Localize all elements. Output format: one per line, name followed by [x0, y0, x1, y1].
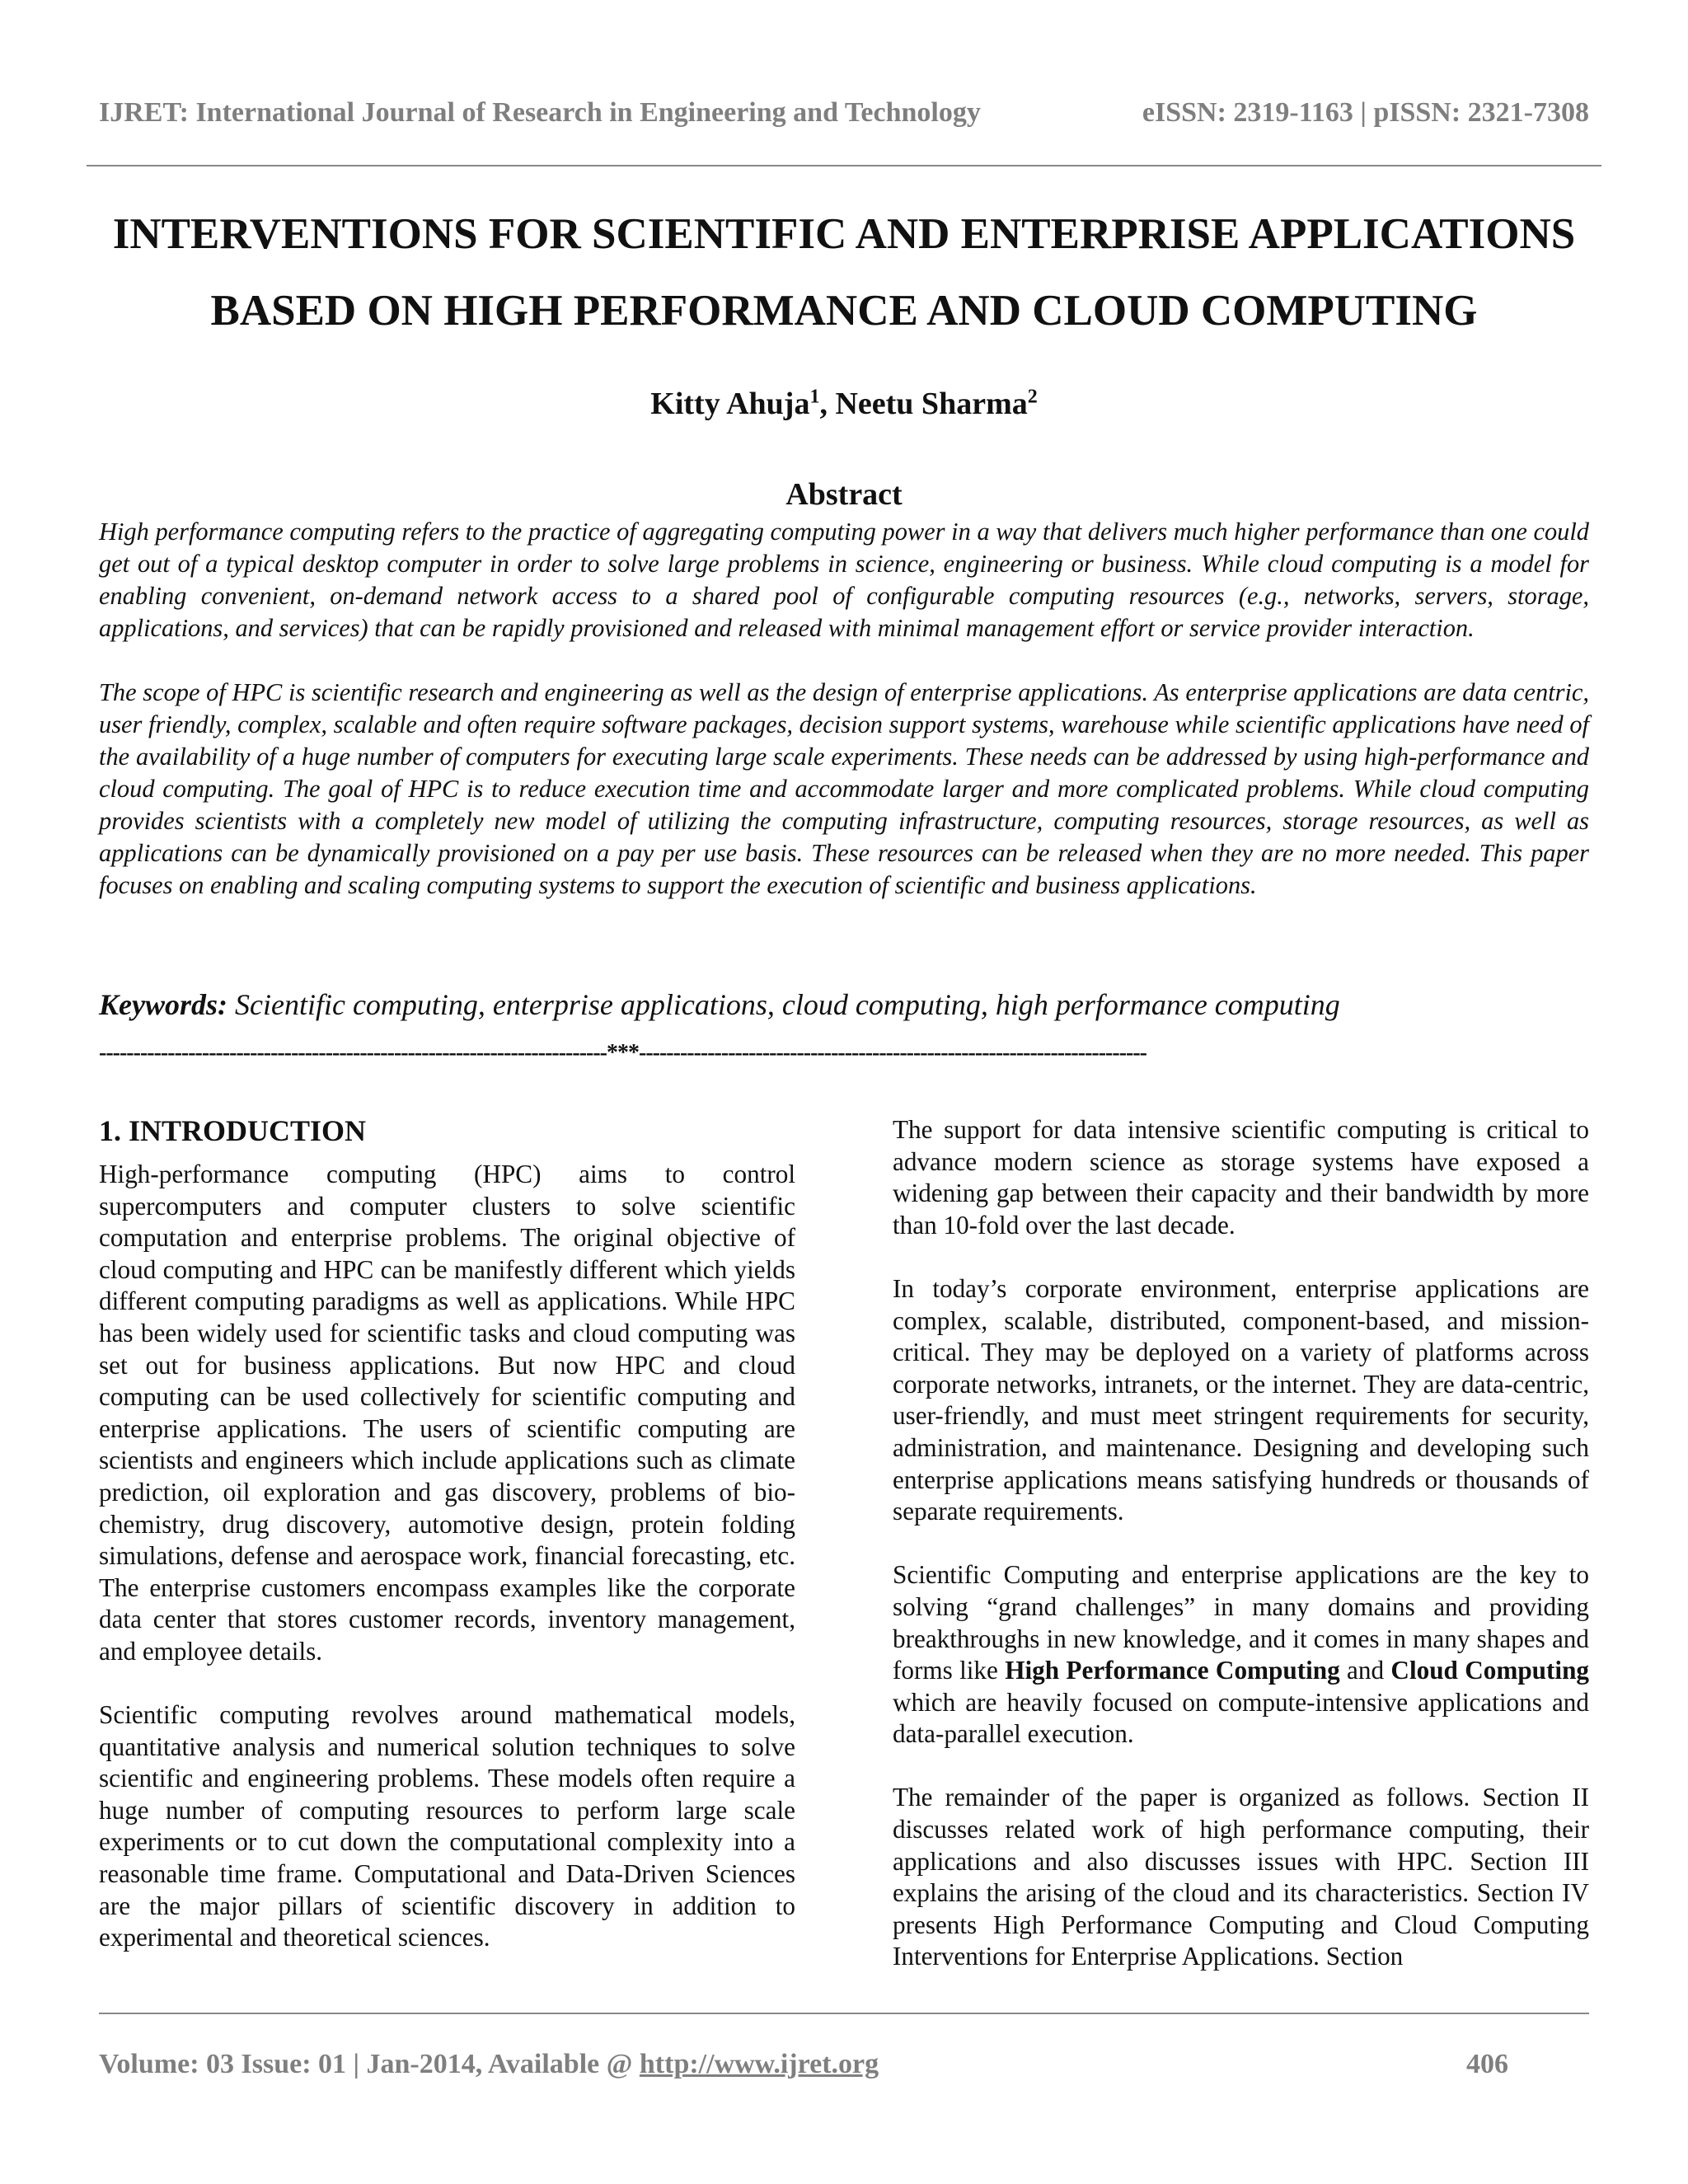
volume-info: [99, 2049, 879, 2080]
text-run: which are heavily focused on compute-intensive applications and data-parallel execution.: [893, 1687, 1589, 1749]
body-paragraph: The support for data intensive scientific computing is critical to advance modern science as storage systems have exposed a widening gap between their capacity and their bandwidth by more than 10-fold over the last decade.: [893, 1115, 1589, 1240]
keywords-label: Keywords:: [99, 988, 227, 1021]
volume-text: Volume: 03 Issue: 01 | Jan-2014, Available @: [99, 2049, 640, 2079]
body-paragraph: High-performance computing (HPC) aims to control supercomputers and computer clusters to solve scientific computation and enterprise problems. The original objective of cloud computing and HPC can be manifestly different which yields different computing paradigms as well as applications. While HPC has been widely used for scientific tasks and cloud computing was set out for business applications. But now HPC and cloud computing can be used collectively for scientific computing and enterprise applications. The users of scientific computing are scientists and engineers which include applications such as climate prediction, oil exploration and gas discovery, problems of bio-chemistry, drug discovery, automotive design, protein folding simulations, defense and aerospace work, financial forecasting, etc. The enterprise customers encompass examples like the corporate data center that stores customer records, inventory management, and employee details.: [99, 1160, 795, 1666]
text-run: and: [1339, 1656, 1391, 1685]
title-line-2: BASED ON HIGH PERFORMANCE AND CLOUD COMPUTING: [210, 287, 1478, 335]
keywords: [99, 987, 1589, 1022]
page-number: 406: [1466, 2049, 1508, 2079]
author-2: Neetu Sharma: [835, 387, 1028, 421]
body-paragraph: Scientific computing revolves around mathematical models, quantitative analysis and numerical solution techniques to solve scientific and engineering problems. These models often require a huge number of computing resources to perform large scale experiments or to cut down the computational complexity into a reasonable time frame. Computational and Data-Driven Sciences are the major pillars of scientific discovery in addition to experimental and theoretical sciences.: [99, 1700, 795, 1952]
text-run: Scientific Computing and enterprise applications are the key to solving “grand challenges” in many domains and providing breakthroughs in new knowledge, and it comes in many shapes and forms like: [893, 1560, 1589, 1685]
body-paragraph: The remainder of the paper is organized as follows. Section II discusses related work of high performance computing, their applications and also discusses issues with HPC. Section III explains the arising of the cloud and its characteristics. Section IV presents High Performance Computing and Cloud Computing Interventions for Enterprise Applications. Section: [893, 1783, 1589, 1971]
paper-title: [82, 196, 1606, 349]
author-1-affiliation: 1: [809, 386, 820, 408]
title-line-1: INTERVENTIONS FOR SCIENTIFIC AND ENTERPRISE APPLICATIONS: [112, 210, 1576, 258]
abstract-heading: Abstract: [785, 477, 903, 512]
section-separator: --------------------------------------------------------------------------***--------------------------------------------------------------------------: [99, 1040, 1146, 1066]
abstract-paragraph: The scope of HPC is scientific research and engineering as well as the design of enterprise applications. As enterprise applications are data centric, user friendly, complex, scalable and often require software packages, decision support systems, warehouse while scientific applications have need of the availability of a huge number of computers for executing large scale experiments. These needs can be addressed by using high-performance and cloud computing. The goal of HPC is to reduce execution time and accommodate larger and more complicated problems. While cloud computing provides scientists with a completely new model of utilizing the computing infrastructure, computing resources, storage resources, as well as applications can be dynamically provisioned on a pay per use basis. These resources can be released when they are no more needed. This paper focuses on enabling and scaling computing systems to support the execution of scientific and business applications.: [99, 678, 1589, 899]
abstract-body: [99, 516, 1589, 934]
author-1: Kitty Ahuja: [650, 387, 810, 421]
left-column: [99, 1113, 795, 1985]
journal-name: IJRET: International Journal of Research in Engineering and Technology: [99, 97, 981, 128]
issn: eISSN: 2319-1163 | pISSN: 2321-7308: [1142, 97, 1589, 128]
body-paragraph: [893, 1559, 1589, 1750]
section-heading: 1. INTRODUCTION: [99, 1114, 367, 1147]
running-footer: [99, 2049, 1508, 2080]
author-2-affiliation: 2: [1027, 386, 1038, 408]
authors: [0, 386, 1688, 422]
keywords-text: Scientific computing, enterprise applications, cloud computing, high performance computing: [227, 988, 1340, 1021]
body-paragraph: In today’s corporate environment, enterprise applications are complex, scalable, distributed, component-based, and mission-critical. They may be deployed on a variety of platforms across corporate networks, intranets, or the internet. They are data-centric, user-friendly, and must meet stringent requirements for security, administration, and maintenance. Designing and developing such enterprise applications means satisfying hundreds or thousands of separate requirements.: [893, 1273, 1589, 1526]
running-header: [99, 97, 1589, 129]
abstract-paragraph: High performance computing refers to the practice of aggregating computing power in a way that delivers much higher performance than one could get out of a typical desktop computer in order to solve large problems in science, engineering or business. While cloud computing is a model for enabling convenient, on-demand network access to a shared pool of configurable computing resources (e.g., networks, servers, storage, applications, and services) that can be rapidly provisioned and released with minimal management effort or service provider interaction.: [99, 518, 1589, 642]
footer-divider: [99, 2013, 1589, 2014]
author-separator: ,: [819, 387, 836, 421]
emphasis-cloud: Cloud Computing: [1390, 1656, 1590, 1685]
right-column: [893, 1114, 1589, 2005]
header-divider: [87, 165, 1601, 166]
emphasis-hpc: High Performance Computing: [1005, 1656, 1340, 1685]
journal-link[interactable]: http://www.ijret.org: [639, 2049, 879, 2079]
